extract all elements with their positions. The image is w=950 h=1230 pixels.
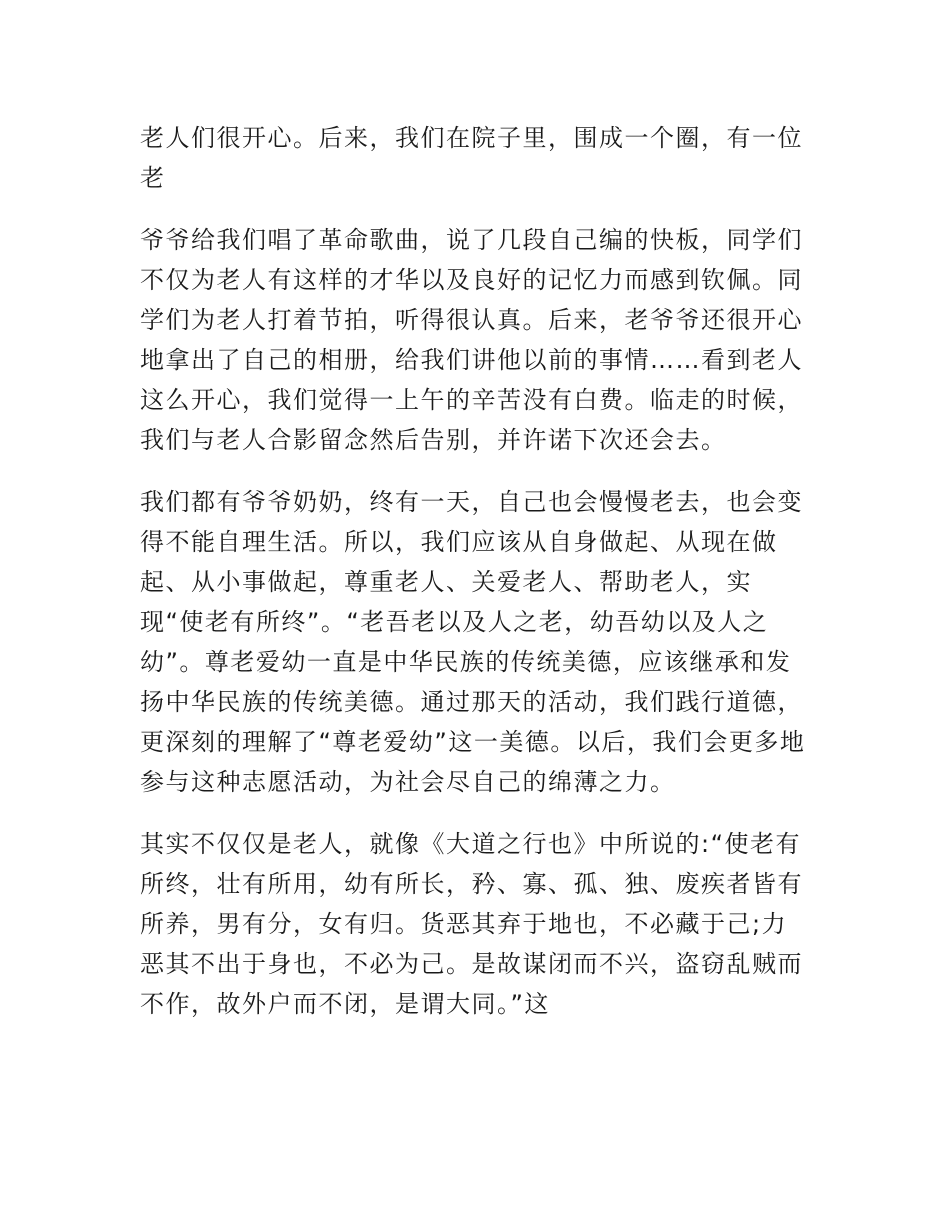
paragraph-4: 其实不仅仅是老人，就像《大道之行也》中所说的:“使老有所终，壮有所用，幼有所长，矜、寡、孤、独、废疾者皆有所养，男有分，女有归。货恶其弃于地也，不必藏于己;力恶其不出于身也，不必为己。是故谋闭而不兴，盗窃乱贼而不作，故外户而不闭，是谓大同。”这	[140, 830, 803, 1018]
paragraph-2: 爷爷给我们唱了革命歌曲，说了几段自己编的快板，同学们不仅为老人有这样的才华以及良好的记忆力而感到钦佩。同学们为老人打着节拍，听得很认真。后来，老爷爷还很开心地拿出了自己的相册，给我们讲他以前的事情……看到老人这么开心，我们觉得一上午的辛苦没有白费。临走的时候，我们与老人合影留念然后告别，并许诺下次还会去。	[140, 226, 803, 454]
document-body	[140, 118, 810, 1046]
paragraph-3: 我们都有爷爷奶奶，终有一天，自己也会慢慢老去，也会变得不能自理生活。所以，我们应该从自身做起、从现在做起、从小事做起，尊重老人、关爱老人、帮助老人，实现“使老有所终”。“老吾老以及人之老，幼吾幼以及人之幼”。尊老爱幼一直是中华民族的传统美德，应该继承和发扬中华民族的传统美德。通过那天的活动，我们践行道德，更深刻的理解了“尊老爱幼”这一美德。以后，我们会更多地参与这种志愿活动，为社会尽自己的绵薄之力。	[140, 488, 806, 796]
paragraph-1: 老人们很开心。后来，我们在院子里，围成一个圈，有一位老	[140, 124, 803, 192]
